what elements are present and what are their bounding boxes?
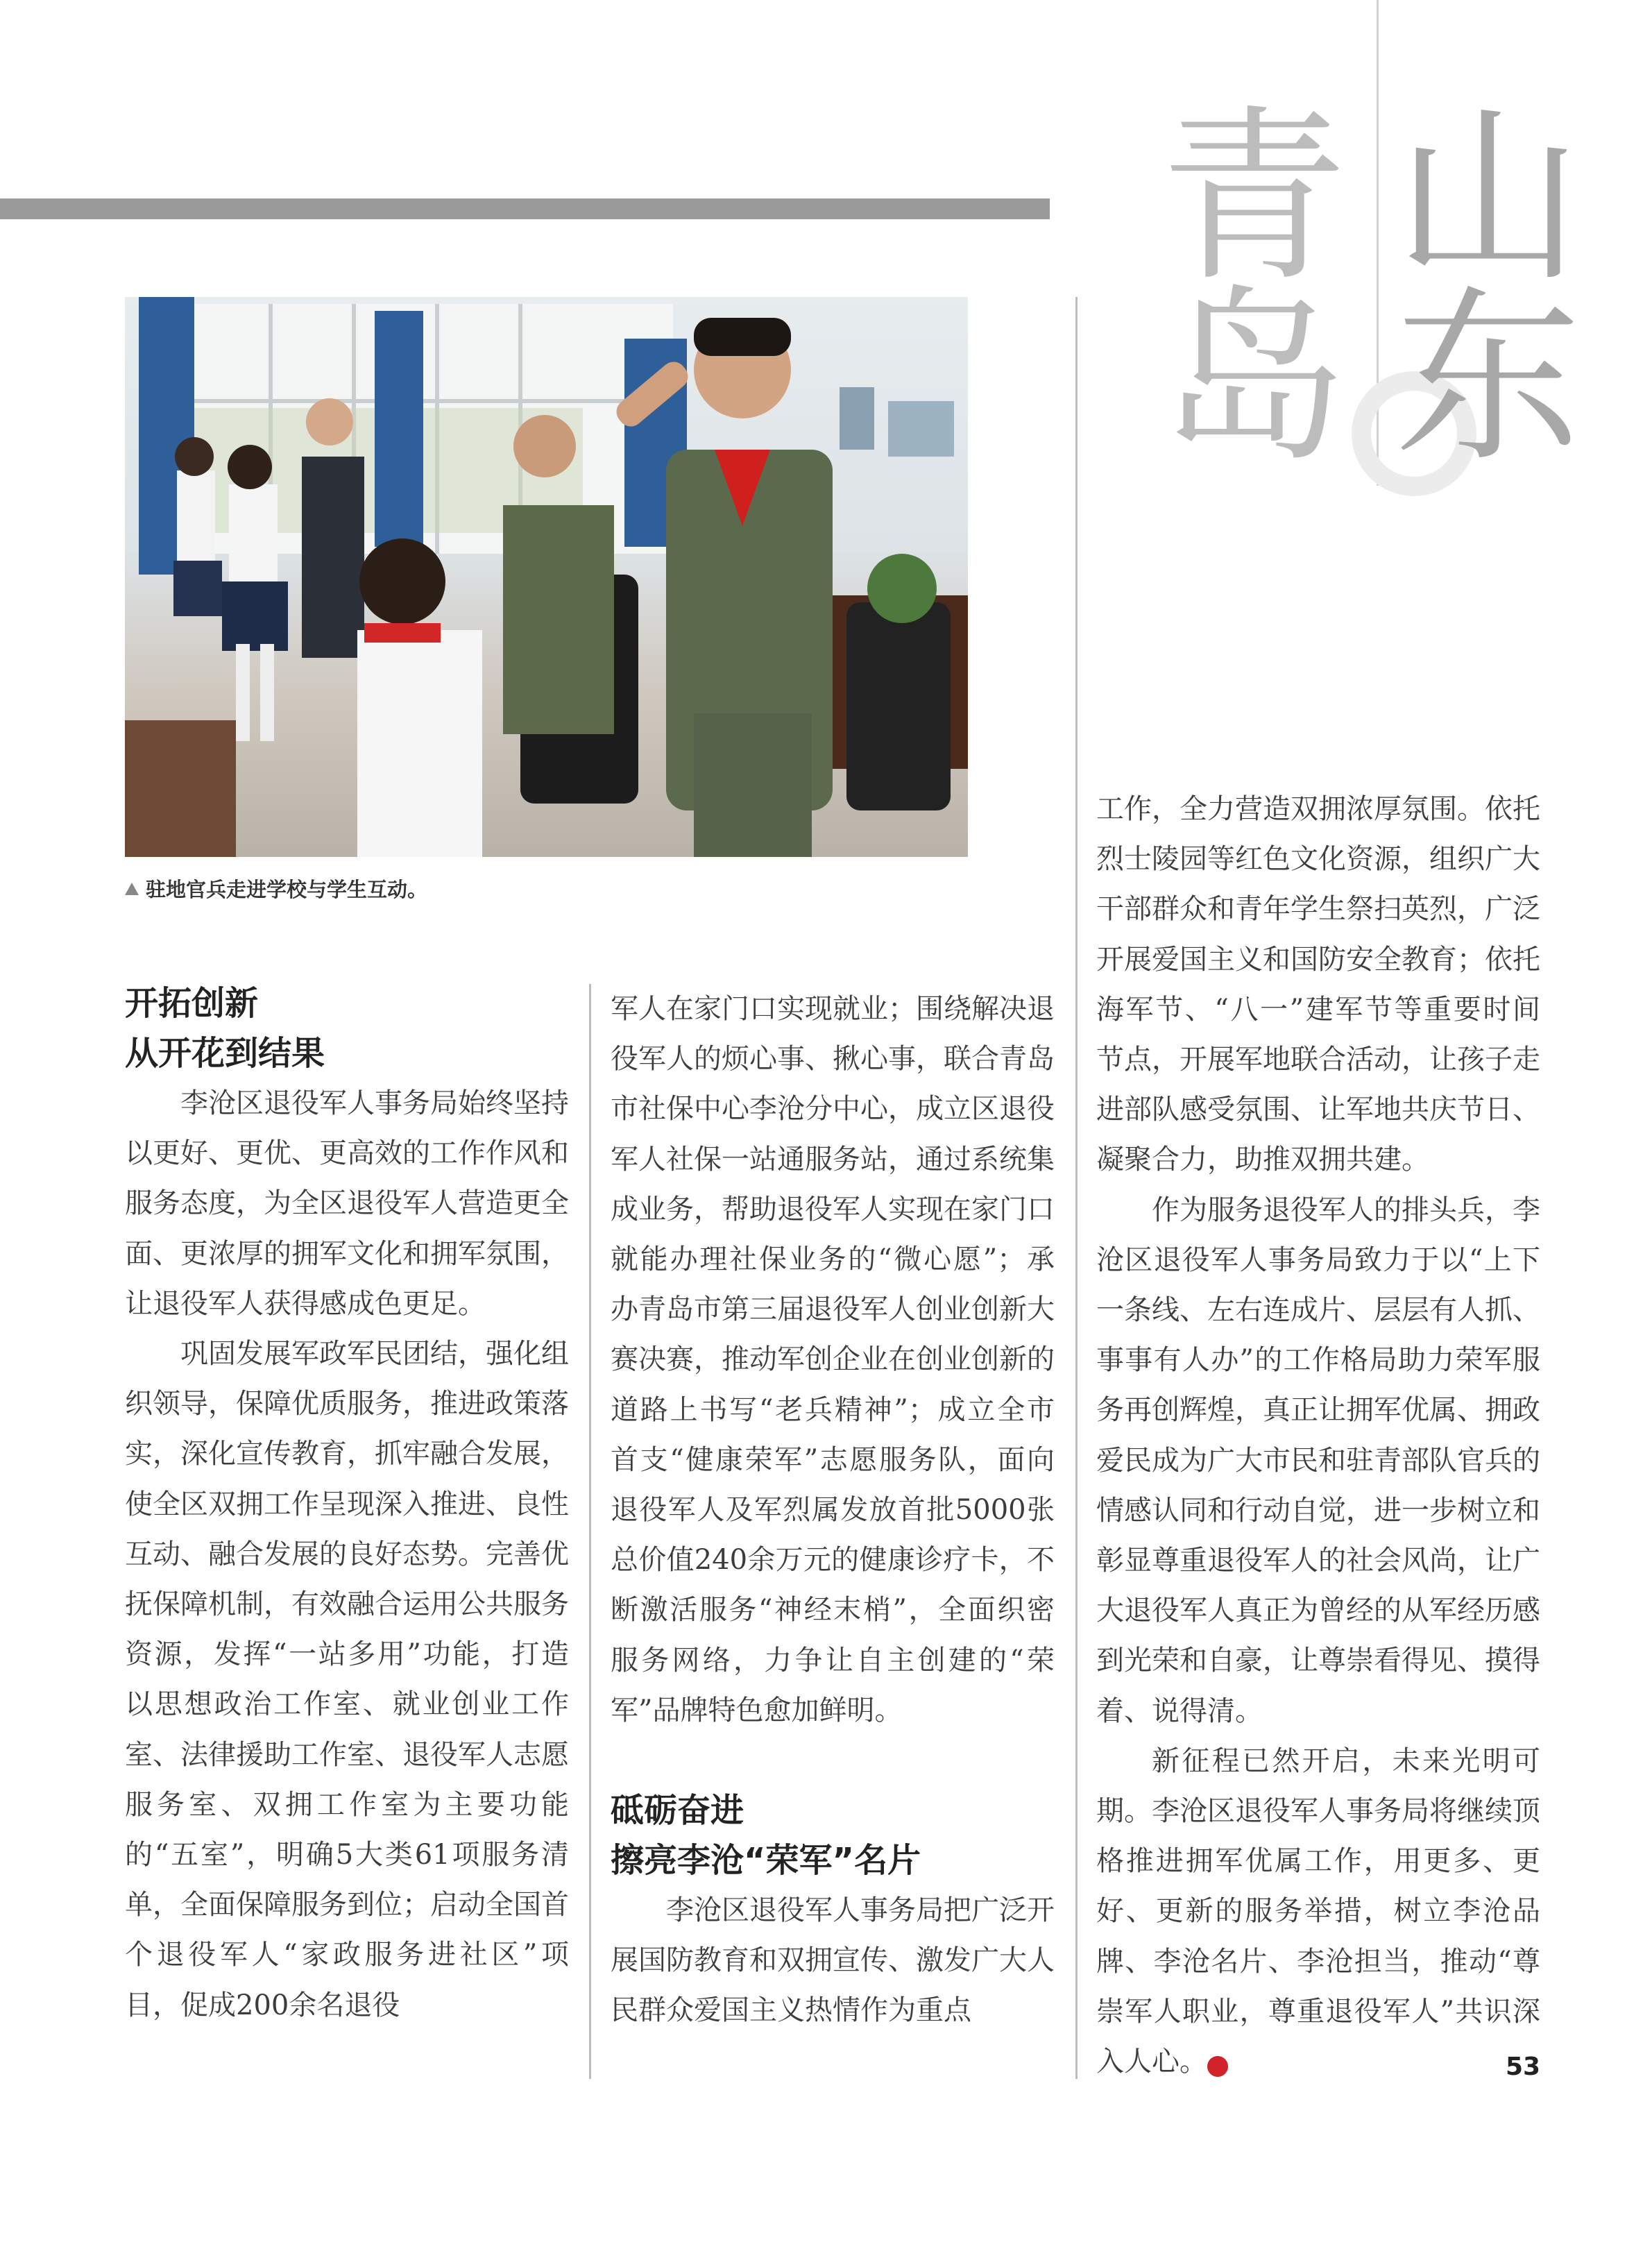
section1-heading-line1: 开拓创新 [125,984,259,1023]
col3-paragraph-continued: 工作，全力营造双拥浓厚氛围。依托烈士陵园等红色文化资源，组织广大干部群众和青年学生祭扫英烈，广泛开展爱国主义和国防安全教育；依托海军节、“八一”建军节等重要时间节点，开展军地联合活动，让孩子走进部队感受氛围、让军地共庆节日、凝聚合力，助推双拥共建。 [1096,793,1540,1176]
photo-soldiers-students [125,297,968,857]
col1-paragraph-2: 巩固发展军政军民团结，强化组织领导，保障优质服务，推进政策落实，深化宣传教育，抓牢融合发展，使全区双拥工作呈现深入推进、良性互动、融合发展的良好态势。完善优抚保障机制，有效融合运用公共服务资源，发挥“一站多用”功能，打造以思想政治工作室、就业创业工作室、法律援助工作室、退役军人志愿服务室、双拥工作室为主要功能的“五室”，明确5大类61项服务清单，全面保障服务到位；启动全国首个退役军人“家政服务进社区”项目，促成200余名退役 [125,1338,569,2021]
caption-triangle-icon [125,883,139,895]
col3-paragraph-2-text: 新征程已然开启，未来光明可期。李沧区退役军人事务局将继续顶格推进拥军优属工作，用更多、更好、更新的服务举措，树立李沧品牌、李沧名片、李沧担当，推动“尊崇军人职业，尊重退役军人”共识深入人心。 [1096,1744,1540,2078]
end-mark-icon: N [1207,2056,1228,2077]
province-char-1: 山 [1395,88,1582,307]
col2-paragraph-continued: 军人在家门口实现就业；围绕解决退役军人的烦心事、揪心事，联合青岛市社保中心李沧分中心，成立区退役军人社保一站通服务站，通过系统集成业务，帮助退役军人实现在家门口就能办理社保业务的“微心愿”；承办青岛市第三届退役军人创业创新大赛决赛，推动军创企业在创业创新的道路上书写“老兵精神”；成立全市首支“健康荣军”志愿服务队，面向退役军人及军烈属发放首批5000张总价值240余万元的健康诊疗卡，不断激活服务“神经末梢”，全面织密服务网络，力争让自主创建的“荣军”品牌特色愈加鲜明。 [611,993,1055,1726]
column-divider-2 [1075,297,1078,2079]
photo-illustration [125,297,968,857]
section2-heading-line2: 擦亮李沧“荣军”名片 [611,1841,921,1880]
page-number: 53 [1506,2053,1541,2081]
province-char-2: 东 [1395,269,1582,487]
col3-paragraph-2 [1096,1736,1540,2087]
caption-text: 驻地官兵走进学校与学生互动。 [146,878,428,901]
col2-paragraph-start: 李沧区退役军人事务局把广泛开展国防教育和双拥宣传、激发广大人民群众爱国主义热情作为重点 [611,1894,1055,2027]
column-2 [611,984,1055,2036]
section2-heading-line1: 砥砺奋进 [611,1791,744,1831]
city-char-1: 青 [1160,88,1347,307]
section1-heading-line2: 从开花到结果 [125,1034,325,1073]
col1-paragraph-1: 李沧区退役军人事务局始终坚持以更好、更优、更高效的工作作风和服务态度，为全区退役军人营造更全面、更浓厚的拥军文化和拥军氛围，让退役军人获得感成色更足。 [125,1087,569,1320]
city-char-2: 岛 [1160,269,1347,487]
column-3 [1096,784,1540,2087]
column-divider-1 [589,984,591,2079]
header-gray-bar [0,198,1050,219]
column-1 [125,978,569,2030]
photo-caption [125,876,427,903]
col3-paragraph-1: 作为服务退役军人的排头兵，李沧区退役军人事务局致力于以“上下一条线、左右连成片、层层有人抓、事事有人办”的工作格局助力荣军服务再创辉煌，真正让拥军优属、拥政爱民成为广大市民和驻青部队官兵的情感认同和行动自觉，进一步树立和彰显尊重退役军人的社会风尚，让广大退役军人真正为曾经的从军经历感到光荣和自豪，让尊崇看得见、摸得着、说得清。 [1096,1194,1540,1727]
